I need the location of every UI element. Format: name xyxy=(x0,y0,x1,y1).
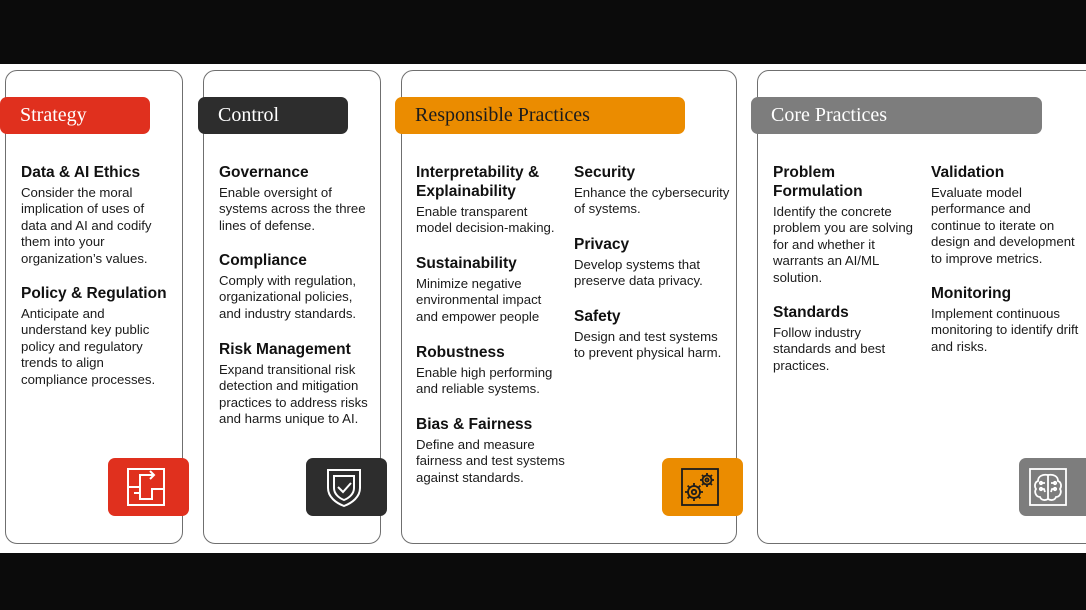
control-item xyxy=(219,251,371,322)
core-item xyxy=(773,303,913,374)
item-heading: Data & AI Ethics xyxy=(21,164,141,181)
responsible-banner xyxy=(395,97,685,134)
responsible-item xyxy=(416,163,566,237)
item-heading: Validation xyxy=(931,164,1005,181)
responsible-item xyxy=(416,254,566,325)
core-icon-box xyxy=(1019,458,1086,516)
item-heading: Monitoring xyxy=(931,285,1012,302)
control-item xyxy=(219,163,371,234)
item-text: Enable high performing and reliable systems. xyxy=(416,365,553,397)
workflow-icon xyxy=(126,467,166,507)
item-heading: Compliance xyxy=(219,252,307,269)
item-text: Identify the concrete problem you are solving for and whether it warrants an AI/ML solution. xyxy=(773,204,914,285)
core-banner xyxy=(751,97,1042,134)
item-heading: Robustness xyxy=(416,344,505,361)
item-text: Develop systems that preserve data privacy. xyxy=(574,257,703,289)
item-heading: Sustainability xyxy=(416,255,517,272)
item-heading: Problem Formulation xyxy=(773,164,863,200)
core-item xyxy=(931,284,1081,355)
responsible-title: Responsible Practices xyxy=(415,104,590,126)
item-text: Consider the moral implication of uses of data and AI and codify them into your organization’s values. xyxy=(21,185,152,266)
item-text: Comply with regulation, organizational policies, and industry standards. xyxy=(219,273,357,321)
strategy-banner xyxy=(0,97,150,134)
item-heading: Standards xyxy=(773,304,849,321)
strategy-item xyxy=(21,284,173,388)
item-heading: Bias & Fairness xyxy=(416,416,533,433)
responsible-icon-box xyxy=(662,458,743,516)
item-text: Implement continuous monitoring to identify drift and risks. xyxy=(931,306,1079,354)
core-item xyxy=(931,163,1083,267)
item-heading: Security xyxy=(574,164,636,181)
item-text: Follow industry standards and best practices. xyxy=(773,325,886,373)
shield-check-icon xyxy=(324,466,364,508)
brain-circuit-icon xyxy=(1028,467,1068,507)
item-heading: Interpretability & Explainability xyxy=(416,164,540,200)
item-heading: Privacy xyxy=(574,236,630,253)
responsible-item xyxy=(574,235,732,290)
item-heading: Safety xyxy=(574,308,621,325)
item-text: Evaluate model performance and continue to iterate on design and development to improve metrics. xyxy=(931,185,1075,266)
item-text: Design and test systems to prevent physical harm. xyxy=(574,329,722,361)
strategy-item xyxy=(21,163,171,267)
item-text: Minimize negative environmental impact and empower people xyxy=(416,276,542,324)
gears-icon xyxy=(680,467,720,507)
responsible-item xyxy=(416,415,574,486)
control-title: Control xyxy=(218,104,280,126)
item-text: Enable transparent model decision-making. xyxy=(416,204,555,236)
responsible-item xyxy=(416,343,566,398)
control-item xyxy=(219,340,371,428)
strategy-icon-box xyxy=(108,458,189,516)
item-text: Anticipate and understand key public policy and regulatory trends to align compliance processes. xyxy=(21,306,156,387)
control-icon-box xyxy=(306,458,387,516)
control-banner xyxy=(198,97,348,134)
item-text: Enable oversight of systems across the three lines of defense. xyxy=(219,185,366,233)
item-heading: Risk Management xyxy=(219,341,351,358)
item-text: Expand transitional risk detection and mitigation practices to address risks and harms unique to AI. xyxy=(219,362,368,427)
strategy-title: Strategy xyxy=(20,104,87,126)
responsible-item xyxy=(574,163,732,218)
item-text: Define and measure fairness and test systems against standards. xyxy=(416,437,565,485)
item-text: Enhance the cybersecurity of systems. xyxy=(574,185,730,217)
responsible-item xyxy=(574,307,732,362)
item-heading: Governance xyxy=(219,164,309,181)
core-item xyxy=(773,163,913,286)
framework-diagram xyxy=(0,64,1086,553)
core-title: Core Practices xyxy=(771,104,888,126)
item-heading: Policy & Regulation xyxy=(21,285,167,302)
